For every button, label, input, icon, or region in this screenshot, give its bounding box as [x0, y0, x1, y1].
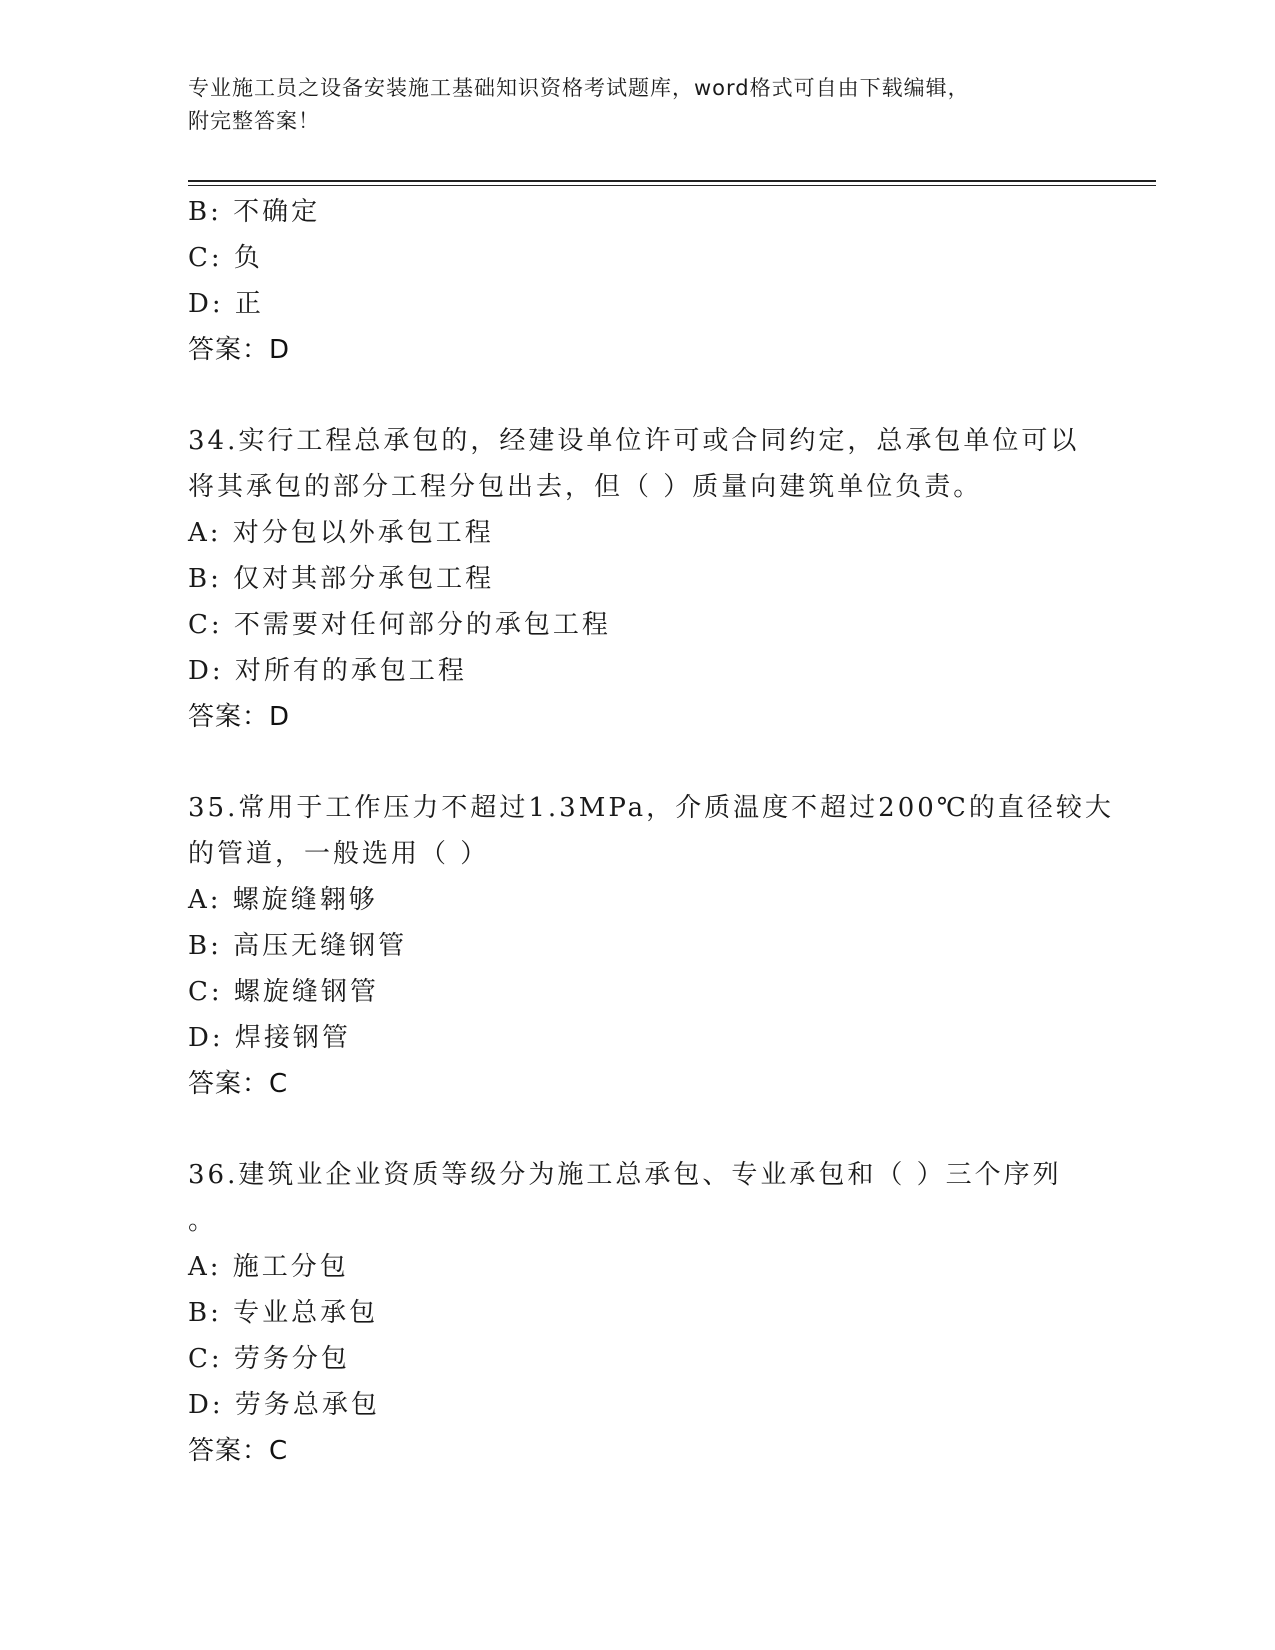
- answer-line: 答案：D: [188, 702, 291, 732]
- question-text-line: 34.实行工程总承包的，经建设单位许可或合同约定，总承包单位可以: [188, 426, 1080, 456]
- previous-question-block: [188, 189, 1088, 373]
- option-c: C: 螺旋缝钢管: [188, 977, 379, 1007]
- option-d: D: 焊接钢管: [188, 1023, 351, 1053]
- option-d: D: 正: [188, 289, 264, 319]
- option-a: A: 对分包以外承包工程: [188, 518, 494, 548]
- answer-line: 答案：C: [188, 1436, 289, 1466]
- answer-line: 答案：C: [188, 1069, 289, 1099]
- question-36: [188, 1152, 1088, 1474]
- option-d: D: 对所有的承包工程: [188, 656, 467, 686]
- header-line-1: 专业施工员之设备安装施工基础知识资格考试题库，word格式可自由下载编辑，: [188, 76, 970, 100]
- question-text-line: 。: [188, 1206, 218, 1236]
- option-a: A: 螺旋缝翱够: [188, 885, 378, 915]
- spacer: [188, 1107, 1088, 1152]
- header-line-2: 附完整答案！: [188, 109, 320, 133]
- answer-line: 答案：D: [188, 335, 291, 365]
- spacer: [188, 740, 1088, 785]
- question-text-line: 的管道，一般选用（ ）: [188, 839, 490, 869]
- option-b: B: 高压无缝钢管: [188, 931, 408, 961]
- header-rule-thick: [188, 180, 1156, 182]
- option-b: B: 仅对其部分承包工程: [188, 564, 495, 594]
- option-a: A: 施工分包: [188, 1252, 349, 1282]
- question-text-line: 35.常用于工作压力不超过1.3MPa，介质温度不超过200℃的直径较大: [188, 793, 1114, 823]
- option-b: B: 专业总承包: [188, 1298, 379, 1328]
- option-c: C: 不需要对任何部分的承包工程: [188, 610, 611, 640]
- option-c: C: 负: [188, 243, 263, 273]
- question-text-line: 将其承包的部分工程分包出去，但（ ）质量向建筑单位负责。: [188, 472, 983, 502]
- option-c: C: 劳务分包: [188, 1344, 350, 1374]
- question-content: [188, 189, 1114, 1474]
- question-text-line: 36.建筑业企业资质等级分为施工总承包、专业承包和（ ）三个序列: [188, 1160, 1062, 1190]
- option-d: D: 劳务总承包: [188, 1390, 380, 1420]
- option-b: B: 不确定: [188, 197, 321, 227]
- document-header: [188, 72, 1068, 138]
- question-35: [188, 785, 1114, 1107]
- spacer: [188, 373, 1088, 418]
- header-rule-thin: [188, 185, 1156, 186]
- question-34: [188, 418, 1088, 740]
